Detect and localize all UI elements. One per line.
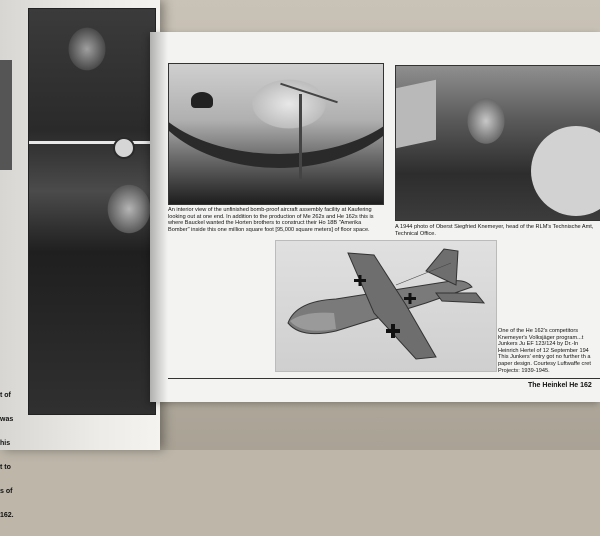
armband (29, 141, 155, 144)
aircraft-model-photo (275, 240, 497, 372)
hangar-caption: An interior view of the unfinished bomb-proof aircraft assembly facility at Kaufering looking out at one end. In addition to the production of Me 262s and He 162s this is where Bauckel wanted the Horten brothers to construct their Ho 18B "Amerika Bomber" inside this one million square foot [95,000 square meters] of floor space. (168, 207, 374, 233)
left-text-line: s of (0, 488, 13, 495)
left-page-text (0, 376, 14, 536)
armband-emblem (113, 137, 135, 159)
left-text-line: 162. (0, 512, 14, 519)
aircraft-caption: One of the He 162's competitors Knemeyer's Volksjäger program...t Junkers Ju EF 123/124 by Dr.-In Heinrich Hertel of 12 September 194 This Junkers' entry got no further th a paper design. Courtesy Luftwaffe cret Projects: 1939-1945. (498, 328, 591, 374)
left-text-line: t to (0, 464, 11, 471)
aircraft-model-drawing (276, 241, 496, 371)
officer-caption: A 1944 photo of Oberst Siegfried Knemeyer, head of the RLM's Technische Amt, Technical Office. (395, 224, 594, 237)
gutter-shadow (150, 32, 168, 402)
officer-photo (395, 65, 600, 221)
footer-rule (168, 378, 600, 379)
crane-mast (299, 94, 302, 179)
hanging-lamp (191, 92, 213, 108)
left-text-line: his (0, 440, 11, 447)
left-text-line: was (0, 416, 14, 423)
hangar-arch (168, 63, 384, 168)
left-text-line: t of (0, 392, 11, 399)
cockpit-window (396, 80, 436, 149)
left-edge-photo (0, 60, 12, 170)
hangar-photo (168, 63, 384, 205)
left-page (0, 0, 160, 519)
running-head: The Heinkel He 162 (528, 382, 592, 389)
portrait-photo (28, 8, 156, 415)
aircraft-nose (531, 126, 600, 216)
